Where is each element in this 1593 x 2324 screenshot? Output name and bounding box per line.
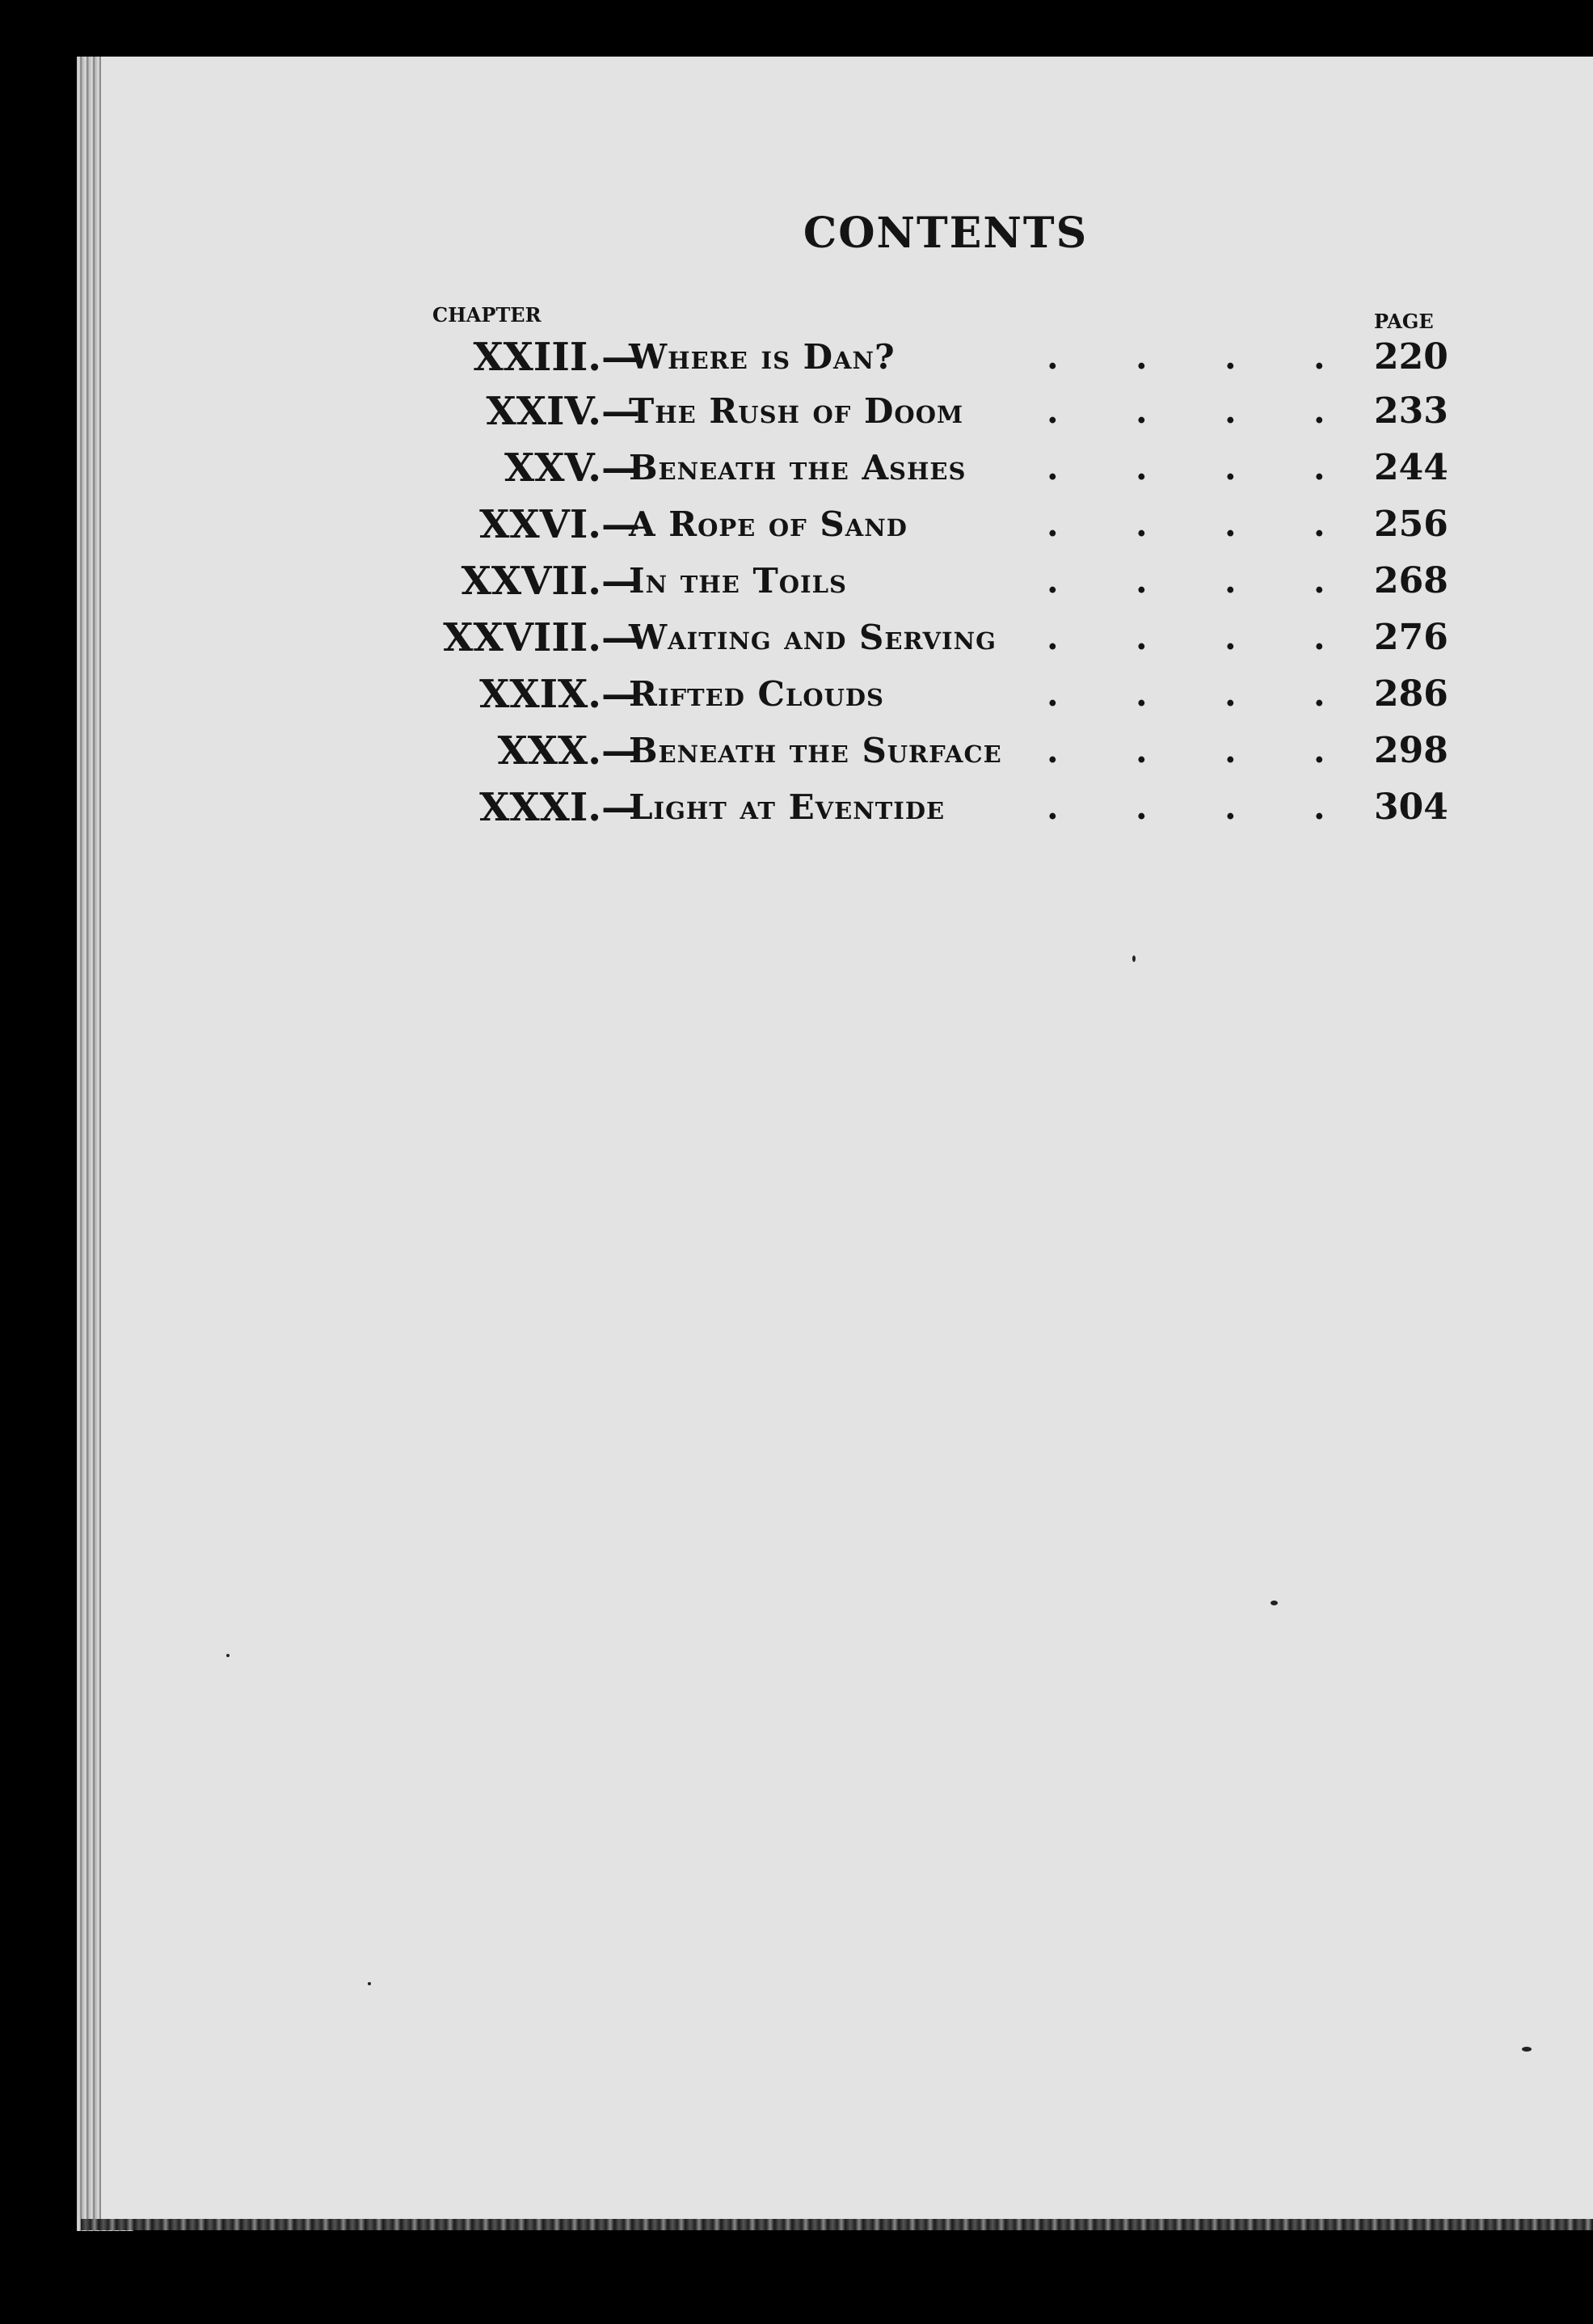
chapter-column-heading: CHAPTER bbox=[432, 303, 542, 327]
toc-entry bbox=[0, 782, 1593, 833]
chapter-title: In the Toils bbox=[629, 561, 847, 601]
chapter-numeral: XXXI. bbox=[479, 785, 601, 830]
chapter-numeral: XXV. bbox=[504, 445, 601, 491]
chapter-numeral: XXVI. bbox=[479, 502, 601, 547]
dot-leaders: . . . . bbox=[1047, 731, 1325, 770]
dash: — bbox=[601, 728, 640, 774]
chapter-numeral: XXVII. bbox=[461, 559, 601, 604]
chapter-numeral: XXIX. bbox=[479, 672, 601, 717]
page-bottom-edge bbox=[81, 2219, 1593, 2230]
chapter-numeral: XXIII. bbox=[473, 335, 601, 380]
page-number: 286 bbox=[1374, 673, 1448, 715]
toc-entry bbox=[0, 612, 1593, 664]
dot-leaders: . . . . bbox=[1047, 448, 1325, 487]
chapter-title: A Rope of Sand bbox=[629, 504, 908, 544]
page-number: 220 bbox=[1374, 336, 1448, 377]
dash: — bbox=[601, 502, 640, 547]
page-title: CONTENTS bbox=[803, 209, 1089, 258]
scan-speck bbox=[1271, 1601, 1278, 1605]
dot-leaders: . . . . bbox=[1047, 674, 1325, 714]
dash: — bbox=[601, 445, 640, 491]
toc-entry bbox=[0, 725, 1593, 777]
page-number: 256 bbox=[1374, 504, 1448, 545]
dash: — bbox=[601, 389, 640, 434]
dot-leaders: . . . . bbox=[1047, 787, 1325, 827]
chapter-title: Light at Eventide bbox=[629, 787, 946, 827]
toc-entry bbox=[0, 555, 1593, 607]
dot-leaders: . . . . bbox=[1047, 391, 1325, 431]
toc-entry bbox=[0, 499, 1593, 550]
toc-entry bbox=[0, 442, 1593, 494]
chapter-title: The Rush of Doom bbox=[629, 391, 964, 431]
dot-leaders: . . . . bbox=[1047, 561, 1325, 601]
chapter-title: Beneath the Surface bbox=[629, 731, 1002, 770]
chapter-title: Beneath the Ashes bbox=[629, 448, 967, 487]
dash: — bbox=[601, 672, 640, 717]
dot-leaders: . . . . bbox=[1047, 504, 1325, 544]
dash: — bbox=[601, 615, 640, 660]
scan-speck bbox=[1522, 2047, 1532, 2052]
page-number: 276 bbox=[1374, 617, 1448, 658]
dash: — bbox=[601, 785, 640, 830]
chapter-title: Waiting and Serving bbox=[629, 618, 997, 657]
toc-entry bbox=[0, 331, 1593, 383]
scan-speck bbox=[226, 1654, 230, 1657]
chapter-numeral: XXVIII. bbox=[443, 615, 601, 660]
scan-speck bbox=[1132, 955, 1136, 962]
chapter-title: Rifted Clouds bbox=[629, 674, 884, 714]
chapter-numeral: XXX. bbox=[497, 728, 601, 774]
chapter-numeral: XXIV. bbox=[486, 389, 601, 434]
chapter-title: Where is Dan? bbox=[629, 337, 896, 377]
scan-speck bbox=[368, 1982, 371, 1985]
dot-leaders: . . . . bbox=[1047, 618, 1325, 657]
page-number: 298 bbox=[1374, 730, 1448, 771]
page-number: 233 bbox=[1374, 390, 1448, 432]
dot-leaders: . . . . bbox=[1047, 337, 1325, 377]
toc-entry bbox=[0, 386, 1593, 437]
page-number: 244 bbox=[1374, 447, 1448, 488]
page-column-heading: PAGE bbox=[1374, 310, 1434, 333]
dash: — bbox=[601, 335, 640, 380]
toc-entry bbox=[0, 669, 1593, 720]
dash: — bbox=[601, 559, 640, 604]
page-number: 268 bbox=[1374, 560, 1448, 601]
page-number: 304 bbox=[1374, 787, 1448, 828]
